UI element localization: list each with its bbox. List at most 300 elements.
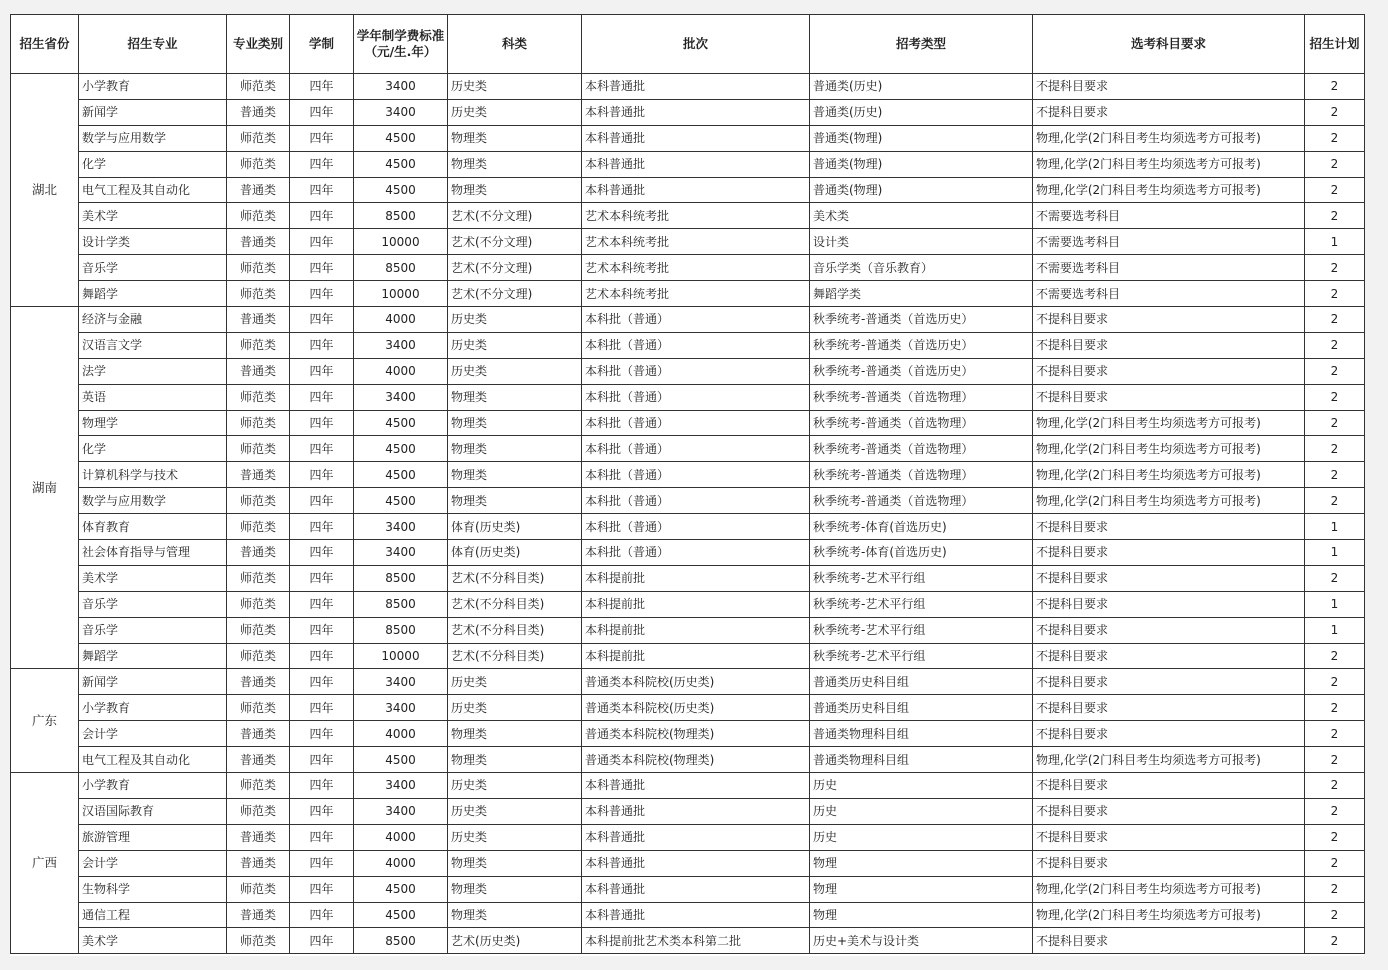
plan-cell: 2 <box>1305 876 1365 902</box>
batch-cell: 本科批（普通） <box>582 307 810 333</box>
plan-cell: 2 <box>1305 643 1365 669</box>
plan-cell: 2 <box>1305 824 1365 850</box>
batch-cell: 艺术本科统考批 <box>582 255 810 281</box>
subject-track-cell: 体育(历史类) <box>448 514 582 540</box>
subject-track-cell: 艺术(不分文理) <box>448 203 582 229</box>
exam-type-cell: 历史 <box>810 773 1033 799</box>
duration-cell: 四年 <box>290 307 354 333</box>
plan-cell: 2 <box>1305 488 1365 514</box>
exam-type-cell: 普通类(物理) <box>810 151 1033 177</box>
major-cell: 小学教育 <box>79 74 227 100</box>
exam-type-cell: 秋季统考-普通类（首选物理） <box>810 410 1033 436</box>
major-cell: 音乐学 <box>79 255 227 281</box>
subject-track-cell: 历史类 <box>448 358 582 384</box>
table-row <box>11 747 1365 773</box>
tuition-cell: 10000 <box>354 281 448 307</box>
exam-type-cell: 秋季统考-普通类（首选历史） <box>810 307 1033 333</box>
subject-track-cell: 物理类 <box>448 488 582 514</box>
batch-cell: 本科普通批 <box>582 125 810 151</box>
major-category-cell: 师范类 <box>227 695 290 721</box>
subject-track-cell: 艺术(不分科目类) <box>448 643 582 669</box>
major-category-cell: 师范类 <box>227 410 290 436</box>
subject-requirement-cell: 不需要选考科目 <box>1033 281 1305 307</box>
exam-type-cell: 秋季统考-普通类（首选物理） <box>810 488 1033 514</box>
subject-track-cell: 物理类 <box>448 462 582 488</box>
subject-requirement-cell: 不提科目要求 <box>1033 850 1305 876</box>
header-duration: 学制 <box>290 15 354 74</box>
major-category-cell: 师范类 <box>227 591 290 617</box>
tuition-cell: 4500 <box>354 876 448 902</box>
batch-cell: 本科提前批艺术类本科第二批 <box>582 928 810 954</box>
duration-cell: 四年 <box>290 824 354 850</box>
table-row <box>11 540 1365 566</box>
tuition-cell: 4500 <box>354 462 448 488</box>
major-cell: 新闻学 <box>79 669 227 695</box>
exam-type-cell: 秋季统考-体育(首选历史) <box>810 540 1033 566</box>
batch-cell: 本科批（普通） <box>582 462 810 488</box>
major-category-cell: 师范类 <box>227 436 290 462</box>
major-category-cell: 普通类 <box>227 902 290 928</box>
exam-type-cell: 普通类(历史) <box>810 74 1033 100</box>
exam-type-cell: 物理 <box>810 902 1033 928</box>
plan-cell: 2 <box>1305 669 1365 695</box>
exam-type-cell: 设计类 <box>810 229 1033 255</box>
subject-requirement-cell: 不提科目要求 <box>1033 773 1305 799</box>
subject-requirement-cell: 物理,化学(2门科目考生均须选考方可报考) <box>1033 488 1305 514</box>
major-category-cell: 普通类 <box>227 462 290 488</box>
plan-cell: 1 <box>1305 617 1365 643</box>
table-row <box>11 358 1365 384</box>
batch-cell: 本科普通批 <box>582 850 810 876</box>
header-province: 招生省份 <box>11 15 79 74</box>
admissions-table <box>10 14 1365 954</box>
plan-cell: 2 <box>1305 74 1365 100</box>
exam-type-cell: 秋季统考-艺术平行组 <box>810 643 1033 669</box>
plan-cell: 2 <box>1305 307 1365 333</box>
plan-cell: 2 <box>1305 565 1365 591</box>
table-row <box>11 824 1365 850</box>
duration-cell: 四年 <box>290 695 354 721</box>
tuition-cell: 3400 <box>354 540 448 566</box>
subject-track-cell: 历史类 <box>448 824 582 850</box>
header-subject-track: 科类 <box>448 15 582 74</box>
subject-requirement-cell: 不提科目要求 <box>1033 384 1305 410</box>
batch-cell: 艺术本科统考批 <box>582 203 810 229</box>
subject-requirement-cell: 不提科目要求 <box>1033 798 1305 824</box>
exam-type-cell: 普通类历史科目组 <box>810 695 1033 721</box>
table-row <box>11 384 1365 410</box>
major-cell: 计算机科学与技术 <box>79 462 227 488</box>
subject-track-cell: 艺术(不分文理) <box>448 281 582 307</box>
plan-cell: 2 <box>1305 850 1365 876</box>
major-cell: 会计学 <box>79 850 227 876</box>
plan-cell: 2 <box>1305 798 1365 824</box>
plan-cell: 2 <box>1305 928 1365 954</box>
subject-track-cell: 艺术(不分科目类) <box>448 617 582 643</box>
exam-type-cell: 秋季统考-体育(首选历史) <box>810 514 1033 540</box>
duration-cell: 四年 <box>290 177 354 203</box>
subject-requirement-cell: 不提科目要求 <box>1033 617 1305 643</box>
plan-cell: 2 <box>1305 773 1365 799</box>
tuition-cell: 3400 <box>354 773 448 799</box>
duration-cell: 四年 <box>290 669 354 695</box>
duration-cell: 四年 <box>290 721 354 747</box>
exam-type-cell: 物理 <box>810 876 1033 902</box>
tuition-cell: 4500 <box>354 436 448 462</box>
batch-cell: 普通类本科院校(历史类) <box>582 669 810 695</box>
major-cell: 化学 <box>79 151 227 177</box>
header-major: 招生专业 <box>79 15 227 74</box>
tuition-cell: 3400 <box>354 74 448 100</box>
tuition-cell: 8500 <box>354 203 448 229</box>
major-cell: 数学与应用数学 <box>79 488 227 514</box>
tuition-cell: 3400 <box>354 514 448 540</box>
exam-type-cell: 音乐学类（音乐教育） <box>810 255 1033 281</box>
major-cell: 会计学 <box>79 721 227 747</box>
subject-requirement-cell: 物理,化学(2门科目考生均须选考方可报考) <box>1033 125 1305 151</box>
major-category-cell: 师范类 <box>227 74 290 100</box>
major-category-cell: 普通类 <box>227 747 290 773</box>
major-cell: 设计学类 <box>79 229 227 255</box>
table-row <box>11 151 1365 177</box>
subject-requirement-cell: 不提科目要求 <box>1033 824 1305 850</box>
major-cell: 舞蹈学 <box>79 643 227 669</box>
major-category-cell: 普通类 <box>227 229 290 255</box>
subject-requirement-cell: 不提科目要求 <box>1033 643 1305 669</box>
duration-cell: 四年 <box>290 281 354 307</box>
exam-type-cell: 普通类物理科目组 <box>810 747 1033 773</box>
tuition-cell: 4000 <box>354 358 448 384</box>
major-cell: 音乐学 <box>79 617 227 643</box>
subject-track-cell: 历史类 <box>448 669 582 695</box>
duration-cell: 四年 <box>290 332 354 358</box>
plan-cell: 2 <box>1305 695 1365 721</box>
duration-cell: 四年 <box>290 358 354 384</box>
exam-type-cell: 秋季统考-普通类（首选物理） <box>810 436 1033 462</box>
subject-requirement-cell: 不提科目要求 <box>1033 721 1305 747</box>
subject-track-cell: 物理类 <box>448 410 582 436</box>
tuition-cell: 3400 <box>354 332 448 358</box>
duration-cell: 四年 <box>290 488 354 514</box>
batch-cell: 本科批（普通） <box>582 514 810 540</box>
major-category-cell: 师范类 <box>227 617 290 643</box>
plan-cell: 1 <box>1305 591 1365 617</box>
header-exam-type: 招考类型 <box>810 15 1033 74</box>
header-major-category: 专业类别 <box>227 15 290 74</box>
table-row <box>11 488 1365 514</box>
major-cell: 电气工程及其自动化 <box>79 177 227 203</box>
subject-requirement-cell: 不提科目要求 <box>1033 669 1305 695</box>
table-row <box>11 591 1365 617</box>
duration-cell: 四年 <box>290 436 354 462</box>
province-cell: 湖北 <box>11 74 79 307</box>
batch-cell: 本科提前批 <box>582 643 810 669</box>
tuition-cell: 10000 <box>354 643 448 669</box>
major-category-cell: 普通类 <box>227 850 290 876</box>
duration-cell: 四年 <box>290 255 354 281</box>
table-row <box>11 773 1365 799</box>
batch-cell: 本科普通批 <box>582 177 810 203</box>
batch-cell: 本科普通批 <box>582 74 810 100</box>
table-row <box>11 617 1365 643</box>
subject-track-cell: 物理类 <box>448 177 582 203</box>
subject-requirement-cell: 物理,化学(2门科目考生均须选考方可报考) <box>1033 436 1305 462</box>
tuition-cell: 4000 <box>354 850 448 876</box>
table-row <box>11 850 1365 876</box>
major-category-cell: 师范类 <box>227 876 290 902</box>
table-row <box>11 229 1365 255</box>
province-cell: 广西 <box>11 773 79 954</box>
exam-type-cell: 历史+美术与设计类 <box>810 928 1033 954</box>
duration-cell: 四年 <box>290 384 354 410</box>
subject-track-cell: 历史类 <box>448 307 582 333</box>
major-category-cell: 师范类 <box>227 125 290 151</box>
table-row <box>11 99 1365 125</box>
header-plan: 招生计划 <box>1305 15 1365 74</box>
major-category-cell: 师范类 <box>227 928 290 954</box>
province-cell: 湖南 <box>11 307 79 669</box>
tuition-cell: 10000 <box>354 229 448 255</box>
subject-requirement-cell: 物理,化学(2门科目考生均须选考方可报考) <box>1033 462 1305 488</box>
batch-cell: 本科提前批 <box>582 617 810 643</box>
plan-cell: 2 <box>1305 151 1365 177</box>
table-row <box>11 721 1365 747</box>
batch-cell: 本科提前批 <box>582 565 810 591</box>
subject-requirement-cell: 物理,化学(2门科目考生均须选考方可报考) <box>1033 151 1305 177</box>
plan-cell: 2 <box>1305 358 1365 384</box>
table-row <box>11 307 1365 333</box>
major-cell: 生物科学 <box>79 876 227 902</box>
subject-requirement-cell: 物理,化学(2门科目考生均须选考方可报考) <box>1033 876 1305 902</box>
admissions-table-panel <box>10 14 1364 956</box>
exam-type-cell: 秋季统考-普通类（首选历史） <box>810 332 1033 358</box>
table-row <box>11 125 1365 151</box>
major-category-cell: 师范类 <box>227 151 290 177</box>
major-category-cell: 师范类 <box>227 798 290 824</box>
table-row <box>11 462 1365 488</box>
table-row <box>11 514 1365 540</box>
batch-cell: 本科普通批 <box>582 902 810 928</box>
subject-requirement-cell: 不提科目要求 <box>1033 540 1305 566</box>
duration-cell: 四年 <box>290 203 354 229</box>
exam-type-cell: 秋季统考-艺术平行组 <box>810 565 1033 591</box>
exam-type-cell: 秋季统考-艺术平行组 <box>810 617 1033 643</box>
major-category-cell: 普通类 <box>227 99 290 125</box>
tuition-cell: 4000 <box>354 721 448 747</box>
batch-cell: 本科批（普通） <box>582 332 810 358</box>
duration-cell: 四年 <box>290 643 354 669</box>
major-cell: 小学教育 <box>79 695 227 721</box>
tuition-cell: 4500 <box>354 177 448 203</box>
major-cell: 汉语国际教育 <box>79 798 227 824</box>
tuition-cell: 3400 <box>354 695 448 721</box>
batch-cell: 本科普通批 <box>582 151 810 177</box>
duration-cell: 四年 <box>290 229 354 255</box>
subject-requirement-cell: 不提科目要求 <box>1033 695 1305 721</box>
subject-track-cell: 艺术(不分文理) <box>448 255 582 281</box>
province-cell: 广东 <box>11 669 79 773</box>
batch-cell: 本科普通批 <box>582 99 810 125</box>
major-category-cell: 师范类 <box>227 643 290 669</box>
table-row <box>11 74 1365 100</box>
duration-cell: 四年 <box>290 928 354 954</box>
subject-track-cell: 历史类 <box>448 332 582 358</box>
subject-track-cell: 历史类 <box>448 99 582 125</box>
major-category-cell: 普通类 <box>227 721 290 747</box>
header-tuition: 学年制学费标准（元/生.年） <box>354 15 448 74</box>
major-category-cell: 师范类 <box>227 281 290 307</box>
batch-cell: 本科批（普通） <box>582 358 810 384</box>
plan-cell: 2 <box>1305 721 1365 747</box>
exam-type-cell: 舞蹈学类 <box>810 281 1033 307</box>
major-category-cell: 普通类 <box>227 669 290 695</box>
major-cell: 美术学 <box>79 565 227 591</box>
subject-track-cell: 物理类 <box>448 902 582 928</box>
subject-track-cell: 物理类 <box>448 721 582 747</box>
header-batch: 批次 <box>582 15 810 74</box>
table-row <box>11 410 1365 436</box>
duration-cell: 四年 <box>290 617 354 643</box>
plan-cell: 2 <box>1305 255 1365 281</box>
plan-cell: 1 <box>1305 229 1365 255</box>
duration-cell: 四年 <box>290 462 354 488</box>
duration-cell: 四年 <box>290 151 354 177</box>
subject-track-cell: 艺术(不分科目类) <box>448 591 582 617</box>
tuition-cell: 4500 <box>354 125 448 151</box>
subject-requirement-cell: 不提科目要求 <box>1033 514 1305 540</box>
batch-cell: 普通类本科院校(物理类) <box>582 747 810 773</box>
subject-requirement-cell: 物理,化学(2门科目考生均须选考方可报考) <box>1033 747 1305 773</box>
tuition-cell: 8500 <box>354 928 448 954</box>
batch-cell: 本科普通批 <box>582 773 810 799</box>
exam-type-cell: 秋季统考-普通类（首选物理） <box>810 462 1033 488</box>
exam-type-cell: 历史 <box>810 824 1033 850</box>
tuition-cell: 4500 <box>354 747 448 773</box>
batch-cell: 普通类本科院校(物理类) <box>582 721 810 747</box>
subject-track-cell: 物理类 <box>448 747 582 773</box>
major-category-cell: 普通类 <box>227 824 290 850</box>
plan-cell: 1 <box>1305 514 1365 540</box>
major-cell: 数学与应用数学 <box>79 125 227 151</box>
tuition-cell: 3400 <box>354 798 448 824</box>
subject-track-cell: 历史类 <box>448 773 582 799</box>
subject-requirement-cell: 不提科目要求 <box>1033 332 1305 358</box>
subject-track-cell: 历史类 <box>448 695 582 721</box>
batch-cell: 本科批（普通） <box>582 540 810 566</box>
batch-cell: 本科普通批 <box>582 798 810 824</box>
tuition-cell: 8500 <box>354 255 448 281</box>
batch-cell: 本科普通批 <box>582 876 810 902</box>
major-cell: 社会体育指导与管理 <box>79 540 227 566</box>
subject-track-cell: 物理类 <box>448 436 582 462</box>
exam-type-cell: 秋季统考-普通类（首选历史） <box>810 358 1033 384</box>
subject-track-cell: 物理类 <box>448 876 582 902</box>
major-category-cell: 师范类 <box>227 203 290 229</box>
duration-cell: 四年 <box>290 850 354 876</box>
table-row <box>11 798 1365 824</box>
duration-cell: 四年 <box>290 902 354 928</box>
table-row <box>11 902 1365 928</box>
major-category-cell: 普通类 <box>227 177 290 203</box>
table-row <box>11 928 1365 954</box>
major-category-cell: 师范类 <box>227 384 290 410</box>
plan-cell: 2 <box>1305 125 1365 151</box>
duration-cell: 四年 <box>290 514 354 540</box>
batch-cell: 本科普通批 <box>582 824 810 850</box>
subject-requirement-cell: 不提科目要求 <box>1033 928 1305 954</box>
duration-cell: 四年 <box>290 99 354 125</box>
subject-track-cell: 艺术(历史类) <box>448 928 582 954</box>
major-category-cell: 师范类 <box>227 773 290 799</box>
tuition-cell: 4500 <box>354 902 448 928</box>
major-cell: 法学 <box>79 358 227 384</box>
duration-cell: 四年 <box>290 125 354 151</box>
tuition-cell: 3400 <box>354 669 448 695</box>
major-cell: 经济与金融 <box>79 307 227 333</box>
exam-type-cell: 普通类(历史) <box>810 99 1033 125</box>
table-row <box>11 203 1365 229</box>
subject-track-cell: 历史类 <box>448 798 582 824</box>
duration-cell: 四年 <box>290 410 354 436</box>
plan-cell: 2 <box>1305 410 1365 436</box>
major-cell: 电气工程及其自动化 <box>79 747 227 773</box>
subject-track-cell: 体育(历史类) <box>448 540 582 566</box>
batch-cell: 艺术本科统考批 <box>582 229 810 255</box>
duration-cell: 四年 <box>290 773 354 799</box>
tuition-cell: 8500 <box>354 591 448 617</box>
plan-cell: 2 <box>1305 436 1365 462</box>
batch-cell: 本科批（普通） <box>582 488 810 514</box>
tuition-cell: 4500 <box>354 488 448 514</box>
major-category-cell: 师范类 <box>227 514 290 540</box>
tuition-cell: 3400 <box>354 99 448 125</box>
tuition-cell: 4000 <box>354 824 448 850</box>
tuition-cell: 8500 <box>354 565 448 591</box>
plan-cell: 2 <box>1305 902 1365 928</box>
batch-cell: 本科批（普通） <box>582 436 810 462</box>
major-cell: 美术学 <box>79 203 227 229</box>
subject-track-cell: 物理类 <box>448 151 582 177</box>
plan-cell: 2 <box>1305 203 1365 229</box>
major-category-cell: 师范类 <box>227 488 290 514</box>
subject-requirement-cell: 物理,化学(2门科目考生均须选考方可报考) <box>1033 902 1305 928</box>
exam-type-cell: 普通类(物理) <box>810 125 1033 151</box>
table-row <box>11 695 1365 721</box>
tuition-cell: 3400 <box>354 384 448 410</box>
subject-requirement-cell: 不需要选考科目 <box>1033 255 1305 281</box>
table-row <box>11 876 1365 902</box>
table-body <box>11 74 1365 954</box>
table-row <box>11 565 1365 591</box>
exam-type-cell: 普通类历史科目组 <box>810 669 1033 695</box>
major-category-cell: 师范类 <box>227 565 290 591</box>
subject-track-cell: 物理类 <box>448 850 582 876</box>
table-row <box>11 255 1365 281</box>
plan-cell: 2 <box>1305 177 1365 203</box>
table-row <box>11 332 1365 358</box>
exam-type-cell: 历史 <box>810 798 1033 824</box>
tuition-cell: 4000 <box>354 307 448 333</box>
plan-cell: 2 <box>1305 99 1365 125</box>
exam-type-cell: 物理 <box>810 850 1033 876</box>
plan-cell: 2 <box>1305 462 1365 488</box>
tuition-cell: 8500 <box>354 617 448 643</box>
subject-requirement-cell: 物理,化学(2门科目考生均须选考方可报考) <box>1033 177 1305 203</box>
major-cell: 旅游管理 <box>79 824 227 850</box>
major-category-cell: 普通类 <box>227 307 290 333</box>
exam-type-cell: 秋季统考-普通类（首选物理） <box>810 384 1033 410</box>
exam-type-cell: 美术类 <box>810 203 1033 229</box>
